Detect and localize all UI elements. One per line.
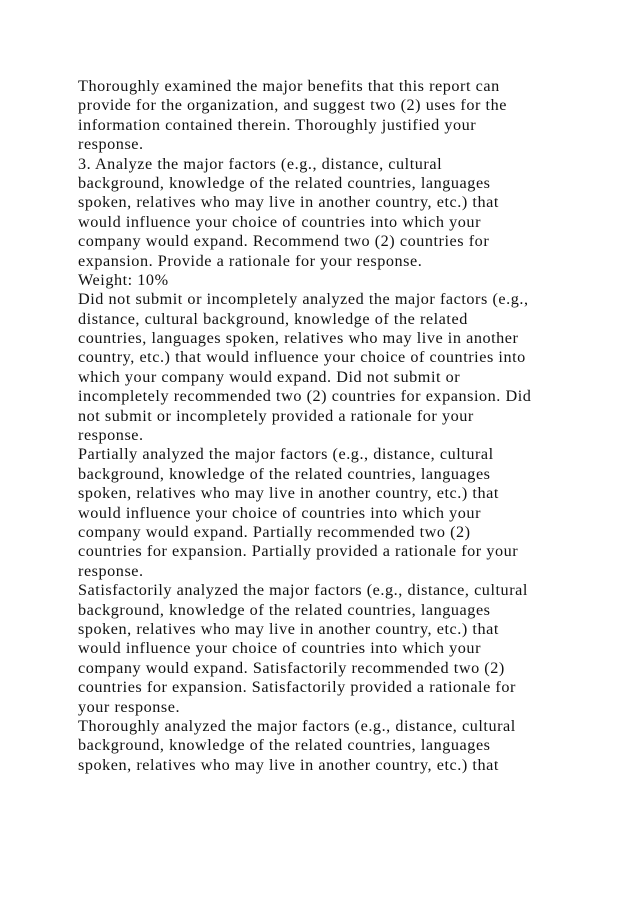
- text-line: countries for expansion. Satisfactorily provided a rationale for: [78, 678, 516, 697]
- text-line: Satisfactorily analyzed the major factors (e.g., distance, cultural: [78, 581, 528, 600]
- text-line: company would expand. Satisfactorily recommended two (2): [78, 658, 505, 677]
- text-line: background, knowledge of the related countries, languages: [78, 173, 491, 192]
- text-line: 3. Analyze the major factors (e.g., distance, cultural: [78, 154, 443, 173]
- text-line: background, knowledge of the related countries, languages: [78, 600, 491, 619]
- text-line: your response.: [78, 697, 181, 716]
- text-line: distance, cultural background, knowledge of the related: [78, 309, 468, 328]
- text-line: Thoroughly examined the major benefits that this report can: [78, 77, 500, 95]
- document-text: [78, 77, 598, 775]
- text-line: would influence your choice of countries into which your: [78, 503, 482, 522]
- text-line: information contained therein. Thoroughly justified your: [78, 115, 477, 134]
- text-line: response.: [78, 135, 144, 154]
- text-line: country, etc.) that would influence your choice of countries into: [78, 348, 526, 367]
- text-line: company would expand. Recommend two (2) countries for: [78, 232, 490, 251]
- text-line: spoken, relatives who may live in another country, etc.) that: [78, 484, 499, 503]
- text-line: incompletely recommended two (2) countries for expansion. Did: [78, 387, 532, 406]
- text-line: spoken, relatives who may live in another country, etc.) that: [78, 619, 499, 638]
- text-line: countries for expansion. Partially provided a rationale for your: [78, 542, 519, 561]
- text-line: response.: [78, 426, 144, 445]
- text-line: response.: [78, 561, 144, 580]
- text-line: Partially analyzed the major factors (e.g., distance, cultural: [78, 445, 494, 464]
- text-line: not submit or incompletely provided a rationale for your: [78, 406, 474, 425]
- text-line: spoken, relatives who may live in another country, etc.) that: [78, 193, 499, 212]
- text-line: Weight: 10%: [78, 270, 169, 289]
- text-line: provide for the organization, and suggest two (2) uses for the: [78, 96, 507, 115]
- text-line: would influence your choice of countries into which your: [78, 639, 482, 658]
- text-line: company would expand. Partially recommended two (2): [78, 522, 471, 541]
- text-line: would influence your choice of countries into which your: [78, 212, 482, 231]
- text-line: which your company would expand. Did not submit or: [78, 367, 461, 386]
- text-line: background, knowledge of the related countries, languages: [78, 736, 491, 755]
- text-line: Did not submit or incompletely analyzed the major factors (e.g.,: [78, 290, 529, 309]
- text-line: Thoroughly analyzed the major factors (e.g., distance, cultural: [78, 716, 516, 735]
- text-line: countries, languages spoken, relatives who may live in another: [78, 329, 519, 348]
- text-line: background, knowledge of the related countries, languages: [78, 464, 491, 483]
- text-line: spoken, relatives who may live in another country, etc.) that: [78, 755, 499, 774]
- text-line: expansion. Provide a rationale for your response.: [78, 251, 423, 270]
